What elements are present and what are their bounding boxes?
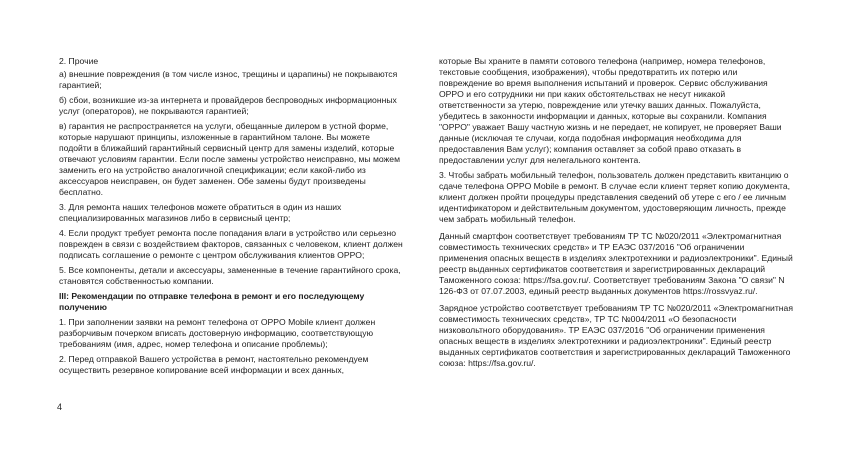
paragraph-3: 3. Для ремонта наших телефонов можете обратиться в один из наших специализированных магазинов либо в сервисный центр; bbox=[59, 202, 342, 223]
recommendation-3: 3. Чтобы забрать мобильный телефон, пользователь должен представить квитанцию о сдаче телефона OPPO Mobile в ремонт. В случае если клиент теряет копию документа, клиент должен пройти процедуры представления сведений об утере с его / ее личным идентификатором и действительным документом, удостоверяющим личность, прежде чем забрать мобильный телефон. bbox=[439, 170, 790, 224]
charger-certification: Зарядное устройство соответствует требованиям ТР ТС №020/2011 «Электромагнитная совместимость технических средств», ТР ТС №004/2011 «О безопасности низковольтного оборудования». ТР ЕАЭС 037/2016 "Об ограничении применения опасных веществ в изделиях электротехники и радиоэлектроники". Единый реестр выданных сертификатов соответствия и зарегистрированных деклараций Таможенного союза: https://fsa.gov.ru/. bbox=[439, 303, 793, 368]
paragraph-b: б) сбои, возникшие из-за интернета и провайдеров беспроводных информационных услуг (операторов), не покрываются гарантией; bbox=[59, 95, 397, 116]
recommendation-2: 2. Перед отправкой Вашего устройства в ремонт, настоятельно рекомендуем осуществить резервное копирование всей информации и всех данных, bbox=[59, 354, 369, 375]
section-heading-3: III: Рекомендации по отправке телефона в ремонт и его последующему получению bbox=[59, 291, 365, 312]
left-column bbox=[59, 56, 404, 380]
paragraph-v: в) гарантия не распространяется на услуги, обещанные дилером в устной форме, которые нарушают принципы, изложенные в гарантийном талоне. Вы можете подойти в ближайший гарантийный сервисный центр для замены изделий, которые отвечают условиям гарантии. Если после замены устройство неисправно, мы можем заменить его на устройство аналогичной спецификации; если какой-либо из аксессуаров неисправен, он будет заменен. Обе замены будут произведены бесплатно. bbox=[59, 121, 400, 197]
page-number: 4 bbox=[57, 402, 63, 412]
paragraph-a: а) внешние повреждения (в том числе износ, трещины и царапины) не покрываются гарантией; bbox=[59, 69, 398, 90]
smartphone-certification: Данный смартфон соответствует требованиям ТР ТС №020/2011 «Электромагнитная совместимость технических средств» и ТР ЕАЭС 037/2016 "Об ограничении применения опасных веществ в изделиях электротехники и радиоэлектроники". Единый реестр выданных сертификатов соответствия и зарегистрированных деклараций Таможенного союза: https://fsa.gov.ru/. Соответствует требованиям Закона "О связи" N 126-ФЗ от 07.07.2003, единый реестр выданных документов https://rossvyaz.ru/. bbox=[439, 231, 793, 296]
recommendation-2-continued: которые Вы храните в памяти сотового телефона (например, номера телефонов, текстовые сообщения, изображения), чтобы предотвратить их потерю или повреждение во время выполнения испытаний и проверок. Сервис обслуживания OPPO и его сотрудники ни при каких обстоятельствах не несут никакой ответственности за утерю, повреждение или утечку ваших данных. Пожалуйста, убедитесь в законности информации и данных, которые вы сохранили. Компания "OPPO" уважает Вашу частную жизнь и не передает, не копирует, не проверяет Ваши данные (исключая те случаи, когда подобная информация необходима для предоставления Вам услуг); компания оставляет за собой право отказать в предоставлении услуг для нелегального контента. bbox=[439, 56, 782, 165]
right-column bbox=[439, 56, 793, 373]
section-title-other: 2. Прочие bbox=[59, 56, 99, 66]
paragraph-5: 5. Все компоненты, детали и аксессуары, замененные в течение гарантийного срока, становятся собственностью компании. bbox=[59, 265, 401, 286]
paragraph-4: 4. Если продукт требует ремонта после попадания влаги в устройство или серьезно поврежден в связи с воздействием факторов, связанных с человеком, клиент должен подписать соглашение о ремонте с центром обслуживания клиентов OPPO; bbox=[59, 228, 403, 260]
recommendation-1: 1. При заполнении заявки на ремонт телефона от OPPO Mobile клиент должен разборчивым почерком вписать достоверную информацию, соответствующую требованиям (имя, адрес, номер телефона и описание проблемы); bbox=[59, 317, 376, 349]
